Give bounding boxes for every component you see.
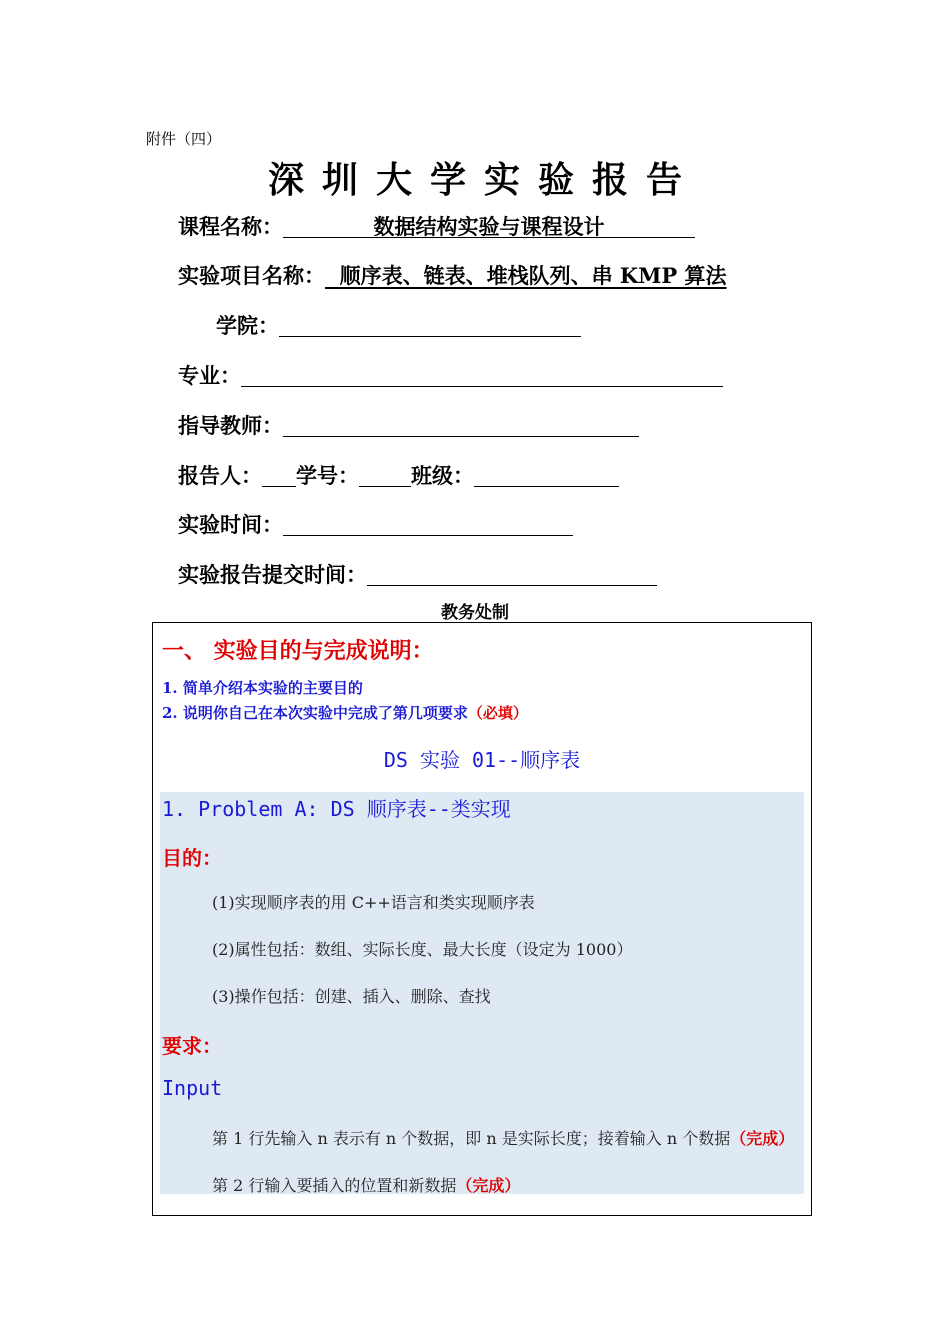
project-label: 实验项目名称： (178, 263, 325, 288)
project-value: 顺序表、链表、堆栈队列、串 KMP 算法 (339, 263, 727, 288)
requirements-label: 要求： (162, 1034, 222, 1058)
note-1: 1. 简单介绍本实验的主要目的 (162, 679, 363, 697)
reporter-row (178, 460, 619, 492)
purpose-item: (3)操作包括：创建、插入、删除、查找 (212, 987, 491, 1006)
problem-title: 1. Problem A: DS 顺序表--类实现 (162, 797, 511, 821)
reporter-label: 报告人： (178, 463, 262, 488)
done-tag: （完成） (456, 1176, 521, 1195)
input-label: Input (162, 1076, 223, 1100)
purpose-label: 目的： (162, 846, 222, 870)
course-value: 数据结构实验与课程设计 (373, 214, 605, 239)
course-row (178, 211, 695, 243)
note-2-text: 2. 说明你自己在本次实验中完成了第几项要求 (162, 704, 468, 722)
college-row (216, 310, 581, 342)
submit-time-row (178, 559, 657, 591)
exp-time-row (178, 509, 573, 541)
input-line-text: 第 1 行先输入 n 表示有 n 个数据，即 n 是实际长度；接着输入 n 个数据 (212, 1129, 731, 1148)
advisor-label: 指导教师： (178, 413, 283, 438)
advisor-field[interactable] (283, 410, 639, 437)
attachment-label: 附件（四） (146, 130, 222, 148)
major-field[interactable] (241, 360, 723, 387)
reporter-field[interactable] (262, 460, 296, 487)
college-field[interactable] (279, 310, 581, 337)
done-tag: （完成） (730, 1129, 795, 1148)
project-field[interactable] (325, 263, 727, 288)
purpose-item: (2)属性包括：数组、实际长度、最大长度（设定为 1000） (212, 940, 633, 959)
course-field[interactable] (283, 211, 695, 238)
course-label: 课程名称： (178, 214, 283, 239)
student-id-field[interactable] (359, 460, 411, 487)
major-row (178, 360, 723, 392)
note-2 (162, 702, 528, 723)
office-label: 教务处制 (441, 603, 509, 623)
input-line-text: 第 2 行输入要插入的位置和新数据 (212, 1176, 457, 1195)
input-line (212, 1126, 794, 1149)
student-id-label: 学号： (296, 463, 359, 488)
input-line (212, 1173, 520, 1196)
section-heading: 一、 实验目的与完成说明： (162, 638, 434, 664)
college-label: 学院： (216, 313, 279, 338)
required-tag: （必填） (467, 704, 528, 722)
major-label: 专业： (178, 363, 241, 388)
class-label: 班级： (411, 463, 474, 488)
report-title: 深圳大学实验报告 (267, 159, 700, 201)
submit-time-field[interactable] (367, 559, 657, 586)
purpose-item: (1)实现顺序表的用 C++语言和类实现顺序表 (212, 893, 535, 912)
submit-time-label: 实验报告提交时间： (178, 562, 367, 587)
experiment-title: DS 实验 01--顺序表 (383, 748, 581, 772)
advisor-row (178, 410, 639, 442)
project-row (178, 260, 727, 292)
exp-time-label: 实验时间： (178, 512, 283, 537)
exp-time-field[interactable] (283, 509, 573, 536)
class-field[interactable] (474, 460, 619, 487)
